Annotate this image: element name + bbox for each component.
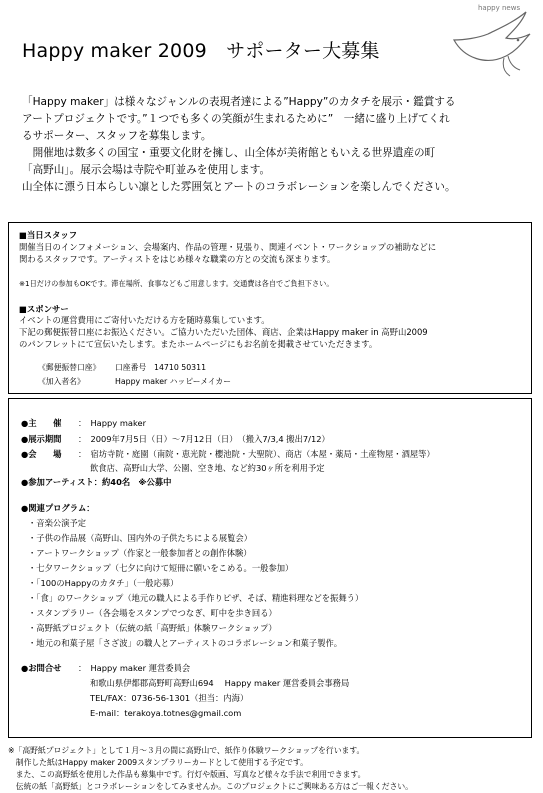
program-item: ・アートワークショップ（作家と一般参加者との創作体験） (28, 548, 252, 558)
footer-line: 伝統の紙「高野紙」とコラボレーションをしてみませんか。このプロジェクトにご興味ある方はご一報ください。 (8, 782, 413, 791)
staff-line: 関わるスタッフです。アーティストをはじめ様々な職業の方との交流も深まります。 (19, 254, 336, 264)
program-item: ・地元の和菓子屋「さざ波」の職人とアーティストのコラボレーション和菓子製作。 (28, 638, 343, 648)
program-item: ・スタンプラリー（各会場をスタンプでつなぎ、町中を歩き回る） (28, 608, 277, 618)
footer-line: 制作した紙はHappy maker 2009スタンプラリーカードとして使用する予定です。 (8, 758, 308, 767)
organizer-value: ： Happy maker (78, 418, 147, 428)
holder-label: 《加入者名》 (38, 377, 85, 386)
intro-line: 「Happy maker」は様々なジャンルの表現者達による”Happy”のカタチを展示・鑑賞する (22, 96, 456, 108)
venue-value-cont: 飲食店、高野山大学、公園、空き地、など約30ヶ所を利用予定 (90, 463, 325, 473)
contact-org: ： Happy maker 運営委員会 (78, 663, 191, 673)
contact-tel: TEL/FAX：0736-56-1301（担当：内海） (90, 693, 249, 703)
contact-label: ●お問合せ (21, 663, 62, 673)
venue-label: ●会 場 (21, 449, 62, 459)
account-number: 口座番号 14710 50311 (115, 363, 207, 372)
footer-line: また、この高野紙を使用した作品も募集中です。行灯や版画、写真など様々な手法で利用できます。 (8, 770, 366, 779)
happy-news-logo (448, 0, 540, 82)
sponsor-line: イベントの運営費用にご寄付いただける方を随時募集しています。 (19, 315, 270, 325)
program-item: ・「食」のワークショップ（地元の職人による手作りピザ、そば、精進料理などを振舞う） (28, 593, 364, 603)
intro-line: アートプロジェクトです。”１つでも多くの笑顔が生まれるために” 一緒に盛り上げてくれ (22, 113, 450, 125)
logo-text: happy news (478, 4, 521, 12)
contact-address: 和歌山県伊都郡高野町高野山694 Happy maker 運営委員会事務局 (90, 678, 350, 688)
contact-email[interactable]: E-mail：terakoya.totnes@gmail.com (90, 708, 242, 718)
program-item: ・子供の作品展（高野山、国内外の子供たちによる展覧会） (28, 533, 253, 543)
period-value: ： 2009年7月5日（日）〜7月12日（日） （搬入7/3,4 搬出7/12） (78, 434, 330, 444)
period-label: ●展示期間 (21, 434, 62, 444)
holder-name: Happy maker ハッピーメイカー (115, 377, 232, 386)
program-item: ・音楽公演予定 (28, 518, 87, 528)
sponsor-heading: ■スポンサー (19, 304, 69, 314)
intro-line: 「高野山」。展示会場は寺院や町並みを使用します。 (22, 164, 271, 176)
staff-line: 開催当日のインフォメーション、会場案内、作品の管理・見張り、関連イベント・ワークショップの補助などに (19, 242, 437, 252)
program-item: ・「100のHappyのカタチ」（一般応募） (28, 578, 179, 588)
venue-value: ： 宿坊寺院・庭園（南院・恵光院・櫻池院・大聖院）、商店（本屋・薬局・土産物屋・酒屋等） (78, 449, 435, 459)
account-label: 《郵便振替口座》 (38, 363, 101, 372)
intro-line: るサポーター、スタッフを募集します。 (22, 130, 212, 142)
staff-note: ※1日だけの参加もOKです。滞在場所、食事などもご用意します。交通費は各自でご負担下さい。 (19, 279, 334, 288)
artists-info: ●参加アーティスト：約40名 ※公募中 (21, 477, 172, 487)
staff-heading: ■当日スタッフ (19, 230, 78, 240)
dove-icon (448, 0, 540, 82)
footer-line: ※「高野紙プロジェクト」として１月〜３月の間に高野山で、紙作り体験ワークショップを行います。 (8, 746, 365, 755)
sponsor-line: 下記の郵便振替口座にお振込ください。ご協力いただいた団体、商店、企業はHappy maker in 高野山2009 (19, 327, 428, 337)
intro-line: 山全体に漂う日本らしい凛とした雰囲気とアートのコラボレーションを楽しんでください。 (22, 181, 456, 193)
organizer-label: ●主 催 (21, 418, 62, 428)
intro-line: 開催地は数多くの国宝・重要文化財を擁し、山全体が美術館ともいえる世界遺産の町 (22, 147, 436, 159)
program-item: ・七夕ワークショップ（七夕に向けて短冊に願いをこめる。一般参加） (28, 563, 294, 573)
page-title: Happy maker 2009 サポーター大募集 (22, 40, 380, 62)
sponsor-line: のパンフレットにて宣伝いたします。またホームページにもお名前を掲載させていただきます。 (19, 339, 378, 349)
program-item: ・高野紙プロジェクト（伝統の紙「高野紙」体験ワークショップ） (28, 623, 277, 633)
programs-heading: ●関連プログラム： (21, 503, 95, 513)
